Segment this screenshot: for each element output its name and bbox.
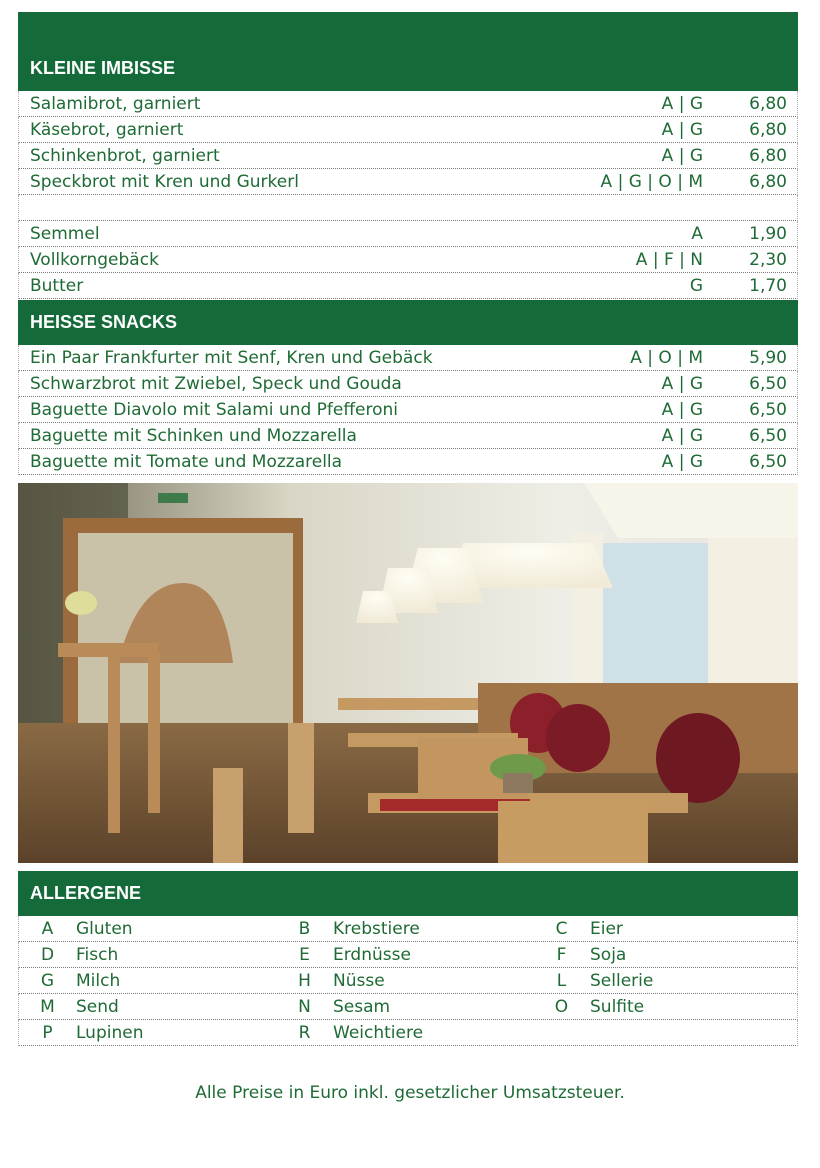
item-name: Baguette mit Tomate und Mozzarella bbox=[30, 451, 343, 472]
section-title: ALLERGENE bbox=[30, 883, 142, 903]
item-name: Schinkenbrot, garniert bbox=[30, 145, 220, 166]
allergen-label: Sulfite bbox=[590, 996, 645, 1017]
price-note: Alle Preise in Euro inkl. gesetzlicher Umsatzsteuer. bbox=[195, 1083, 625, 1103]
allergen-label: Soja bbox=[590, 944, 627, 965]
menu-item bbox=[18, 221, 798, 247]
menu-item bbox=[18, 397, 798, 423]
item-name: Vollkorngebäck bbox=[30, 249, 159, 270]
section-header-kleine-imbisse bbox=[18, 12, 798, 91]
item-name: Semmel bbox=[30, 223, 100, 244]
allergen-code: O bbox=[554, 996, 569, 1017]
menu-list-kleine-imbisse bbox=[18, 91, 798, 299]
item-name: Salamibrot, garniert bbox=[30, 93, 201, 114]
allergen-row bbox=[18, 942, 798, 968]
item-allergens: A bbox=[691, 223, 703, 244]
item-allergens: A | G bbox=[661, 451, 703, 472]
allergen-label: Send bbox=[76, 996, 119, 1017]
menu-item bbox=[18, 273, 798, 299]
allergen-code: M bbox=[40, 996, 55, 1017]
allergen-label: Eier bbox=[590, 918, 623, 939]
item-allergens: A | G bbox=[661, 145, 703, 166]
allergen-label: Gluten bbox=[76, 918, 133, 939]
restaurant-photo bbox=[18, 483, 798, 863]
menu-item bbox=[18, 423, 798, 449]
item-price: 6,50 bbox=[749, 451, 787, 472]
item-allergens: A | G bbox=[661, 93, 703, 114]
item-price: 6,50 bbox=[749, 425, 787, 446]
restaurant-interior-image bbox=[18, 483, 798, 863]
item-price: 5,90 bbox=[749, 347, 787, 368]
allergen-code: G bbox=[40, 970, 55, 991]
item-allergens: A | G bbox=[661, 399, 703, 420]
item-price: 6,80 bbox=[749, 119, 787, 140]
allergen-label: Lupinen bbox=[76, 1022, 144, 1043]
item-allergens: A | G bbox=[661, 119, 703, 140]
item-price: 6,80 bbox=[749, 171, 787, 192]
item-allergens: A | F | N bbox=[635, 249, 703, 270]
item-allergens: A | G | O | M bbox=[600, 171, 703, 192]
allergen-code: C bbox=[555, 918, 568, 939]
menu-item bbox=[18, 143, 798, 169]
allergen-label: Sesam bbox=[333, 996, 391, 1017]
allergen-row bbox=[18, 1020, 798, 1046]
item-price: 1,70 bbox=[749, 275, 787, 296]
section-title: HEISSE SNACKS bbox=[30, 312, 178, 332]
menu-spacer-row bbox=[18, 195, 798, 221]
menu-list-heisse-snacks bbox=[18, 345, 798, 475]
allergen-label: Fisch bbox=[76, 944, 119, 965]
allergen-label: Sellerie bbox=[590, 970, 654, 991]
item-allergens: A | G bbox=[661, 373, 703, 394]
menu-item bbox=[18, 371, 798, 397]
allergen-code: R bbox=[298, 1022, 311, 1043]
allergen-label: Krebstiere bbox=[333, 918, 420, 939]
allergen-code: P bbox=[42, 1022, 53, 1043]
section-header-heisse-snacks bbox=[18, 300, 798, 345]
item-price: 1,90 bbox=[749, 223, 787, 244]
allergen-code: D bbox=[40, 944, 55, 965]
allergen-label: Nüsse bbox=[333, 970, 385, 991]
item-name: Schwarzbrot mit Zwiebel, Speck und Gouda bbox=[30, 373, 402, 394]
item-price: 6,80 bbox=[749, 145, 787, 166]
item-price: 6,80 bbox=[749, 93, 787, 114]
allergen-code: B bbox=[298, 918, 311, 939]
item-allergens: A | G bbox=[661, 425, 703, 446]
menu-item bbox=[18, 345, 798, 371]
allergen-row bbox=[18, 916, 798, 942]
allergen-label: Erdnüsse bbox=[333, 944, 411, 965]
item-allergens: A | O | M bbox=[630, 347, 703, 368]
item-name: Butter bbox=[30, 275, 84, 296]
allergen-label: Weichtiere bbox=[333, 1022, 424, 1043]
menu-item bbox=[18, 247, 798, 273]
item-name: Baguette mit Schinken und Mozzarella bbox=[30, 425, 357, 446]
item-price: 6,50 bbox=[749, 373, 787, 394]
allergen-code: H bbox=[298, 970, 311, 991]
allergen-code: A bbox=[41, 918, 54, 939]
section-header-allergene bbox=[18, 871, 798, 916]
item-name: Käsebrot, garniert bbox=[30, 119, 184, 140]
allergen-legend bbox=[18, 916, 798, 1046]
menu-item bbox=[18, 449, 798, 475]
allergen-row bbox=[18, 968, 798, 994]
item-price: 2,30 bbox=[749, 249, 787, 270]
allergen-code: L bbox=[556, 970, 567, 991]
item-price: 6,50 bbox=[749, 399, 787, 420]
item-name: Baguette Diavolo mit Salami und Pfefferoni bbox=[30, 399, 399, 420]
section-title: KLEINE IMBISSE bbox=[30, 58, 176, 78]
menu-item bbox=[18, 91, 798, 117]
allergen-label: Milch bbox=[76, 970, 121, 991]
allergen-row bbox=[18, 994, 798, 1020]
menu-item bbox=[18, 117, 798, 143]
item-allergens: G bbox=[689, 275, 703, 296]
allergen-code: N bbox=[298, 996, 311, 1017]
allergen-code: E bbox=[299, 944, 310, 965]
item-name: Speckbrot mit Kren und Gurkerl bbox=[30, 171, 299, 192]
menu-item bbox=[18, 169, 798, 195]
item-name: Ein Paar Frankfurter mit Senf, Kren und Gebäck bbox=[30, 347, 433, 368]
allergen-code: F bbox=[556, 944, 567, 965]
